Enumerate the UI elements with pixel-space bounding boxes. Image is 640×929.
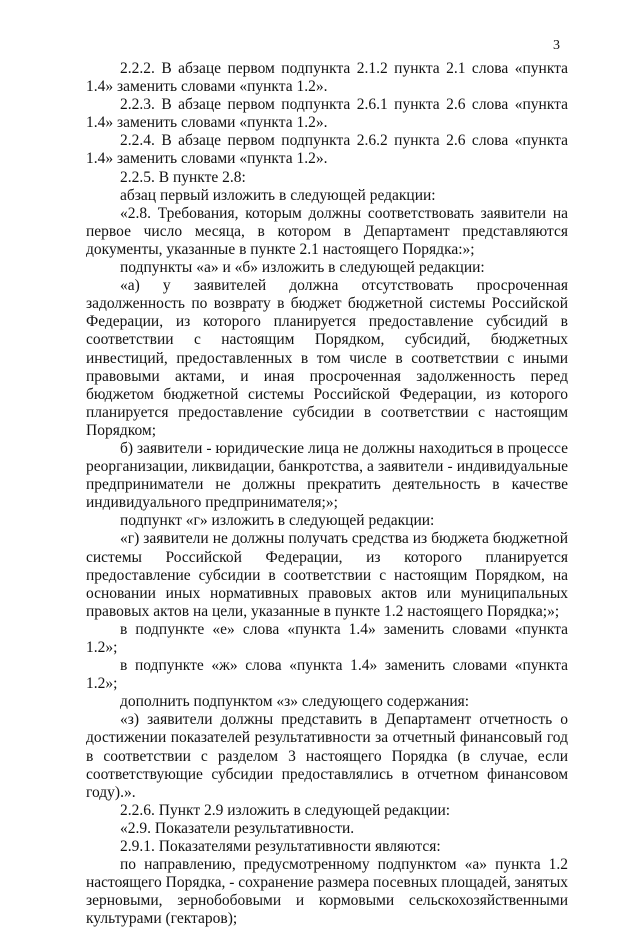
paragraph-subitem-g-intro: подпункт «г» изложить в следующей редакции: <box>120 512 435 530</box>
paragraph-subitem-b: б) заявители - юридические лица не должны находиться в процессе реорганизации, ликвидации, банкротства, а заявители - индивидуальные предприниматели не должны прекратить деятельность в качестве индивидуального предпринимателя;»; <box>86 439 568 512</box>
paragraph-2-2-5: 2.2.5. В пункте 2.8: <box>120 168 246 186</box>
paragraph-subitem-z-intro: дополнить подпунктом «з» следующего содержания: <box>120 693 470 711</box>
paragraph-2-8-requirements: «2.8. Требования, которым должны соответствовать заявители на первое число месяца, в котором в Департамент представляются документы, указанные в пункте 2.1 настоящего Порядка:»; <box>86 204 568 258</box>
paragraph-2-2-6: 2.2.6. Пункт 2.9 изложить в следующей редакции: <box>120 801 451 819</box>
paragraph-subitem-a: «а) у заявителей должна отсутствовать просроченная задолженность по возврату в бюджет бюджетной системы Российской Федерации, из которого планируется предоставление субсидий в соответствии с настоящим Порядком, субсидий, бюджетных инвестиций, предоставленных в том числе в соответствии с иными правовыми актами, и иная просроченная задолженность перед бюджетом бюджетной системы Российской Федерации, из которого планируется предоставление субсидии в соответствии с настоящим Порядком; <box>86 277 568 439</box>
paragraph-subitem-zh: в подпункте «ж» слова «пункта 1.4» заменить словами «пункта 1.2»; <box>86 657 568 693</box>
paragraph-2-2-2: 2.2.2. В абзаце первом подпункта 2.1.2 пункта 2.1 слова «пункта 1.4» заменить словами «пункта 1.2». <box>86 60 568 96</box>
paragraph-first-abzac-intro: абзац первый изложить в следующей редакции: <box>120 186 436 204</box>
paragraph-subitem-z: «з) заявители должны представить в Департамент отчетность о достижении показателей результативности за отчетный финансовый год в соответствии с разделом 3 настоящего Порядка (в случае, если соответствующие субсидии предоставлялись в отчетном финансовом году).». <box>86 711 568 801</box>
paragraph-2-9-heading: «2.9. Показатели результативности. <box>120 819 355 837</box>
paragraph-subitem-e: в подпункте «е» слова «пункта 1.4» заменить словами «пункта 1.2»; <box>86 620 568 656</box>
page-number: 3 <box>553 38 560 53</box>
document-body <box>86 60 568 929</box>
paragraph-subitem-g: «г) заявители не должны получать средства из бюджета бюджетной системы Российской Федерации, из которого планируется предоставление субсидии в соответствии с настоящим Порядком, на основании иных нормативных правовых актов или муниципальных правовых актов на цели, указанные в пункте 1.2 настоящего Порядка;»; <box>86 530 568 620</box>
paragraph-2-2-3: 2.2.3. В абзаце первом подпункта 2.6.1 пункта 2.6 слова «пункта 1.4» заменить словами «пункта 1.2». <box>86 96 568 132</box>
paragraph-2-2-4: 2.2.4. В абзаце первом подпункта 2.6.2 пункта 2.6 слова «пункта 1.4» заменить словами «пункта 1.2». <box>86 132 568 168</box>
paragraph-direction-a: по направлению, предусмотренному подпунктом «а» пункта 1.2 настоящего Порядка, - сохранение размера посевных площадей, занятых зерновыми, зернобобовыми и кормовыми сельскохозяйственными культурами (гектаров); <box>86 856 568 928</box>
paragraph-subitems-a-b-intro: подпункты «а» и «б» изложить в следующей редакции: <box>120 259 485 277</box>
paragraph-2-9-1: 2.9.1. Показателями результативности являются: <box>120 838 441 856</box>
